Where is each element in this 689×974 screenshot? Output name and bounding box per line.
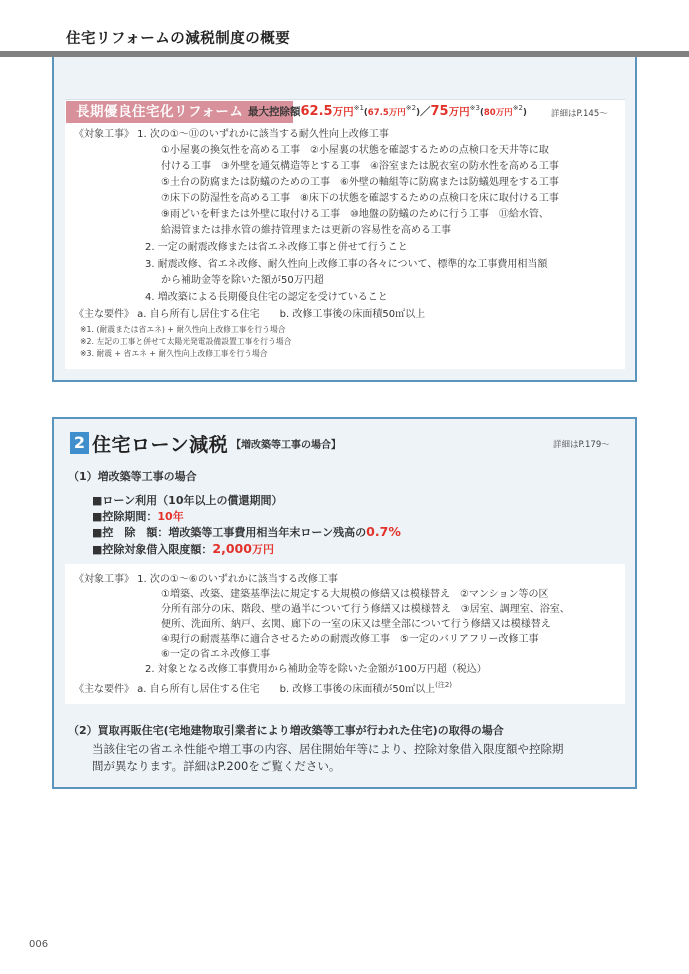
max-deduction-unit-1: 万円 <box>332 106 354 118</box>
housing-loan-subtitle: 【増改築等工事の場合】 <box>231 440 341 451</box>
panel1-line-3: 付ける工事 ③外壁を通気構造等とする工事 ④浴室または脱衣室の防水性を高める工事 <box>161 161 559 172</box>
loan-condition: ■ローン利用（10年以上の償還期間） <box>92 494 283 507</box>
panel1-line-1: 《対象工事》 1. 次の①～⑪のいずれかに該当する耐久性向上改修工事 <box>74 129 389 140</box>
panel1-line-5: ⑦床下の防湿性を高める工事 ⑧床下の状態を確認するための点検口を床に取付ける工事 <box>161 193 559 204</box>
panel1-line-9: 3. 耐震改修、省エネ改修、耐久性向上改修工事の各々について、標準的な工事費用相当額 <box>145 259 548 270</box>
panel2-requirements <box>74 679 452 696</box>
panel2-line-7: 2. 対象となる改修工事費用から補助金等を除いた金額が100万円超（税込） <box>145 664 487 675</box>
max-deduction-unit-3: 万円 <box>448 106 470 118</box>
requirements-text: 《主な要件》 a. 自ら所有し居住する住宅 b. 改修工事後の床面積が50㎡以上 <box>74 684 436 695</box>
deduction-amount-label: ■控 除 額：増改築等工事費用相当年末ローン残高の <box>92 526 367 539</box>
panel1-line-10: から補助金等を除いた額が50万円超 <box>161 275 324 286</box>
housing-loan-title: 住宅ローン減税 <box>92 434 229 456</box>
long-life-reform-panel <box>52 57 637 382</box>
slash: ／ <box>420 106 431 118</box>
panel2-line-1: 《対象工事》 1. 次の①～⑥のいずれかに該当する改修工事 <box>74 574 338 585</box>
max-deduction-unit-2: 万円 <box>388 108 406 118</box>
panel2-line-4: 便所、洗面所、納戸、玄関、廊下の一室の床又は壁全部について行う修繕又は模様替え <box>161 619 551 630</box>
max-deduction-unit-4: 万円 <box>495 108 513 118</box>
loan-limit-label: ■控除対象借入限度額： <box>92 543 213 556</box>
panel1-line-4: ⑤土台の防腐または防蟻のための工事 ⑥外壁の軸組等に防腐または防蟻処理をする工事 <box>161 177 559 188</box>
panel1-line-12: 《主な要件》 a. 自ら所有し居住する住宅 b. 改修工事後の床面積50㎡以上 <box>74 309 426 320</box>
panel1-note-2: ※2. 左記の工事と併せて太陽光発電設備設置工事を行う場合 <box>80 337 292 346</box>
panel2-detail-link[interactable]: 詳細はP.179～ <box>553 440 610 450</box>
panel1-line-11: 4. 増改築による長期優良住宅の認定を受けていること <box>145 292 388 303</box>
housing-loan-panel <box>52 417 637 789</box>
max-deduction: 最大控除額62.5万円$^{※1}$(67.5万円$^{※2}$)／75万円$^{※3}$(80万円$^{※2}$) <box>248 104 527 119</box>
panel1-line-6: ⑨雨どいを軒または外壁に取付ける工事 ⑩地盤の防蟻のために行う工事 ⑪給水管、 <box>161 209 549 220</box>
panel1-detail-link[interactable]: 詳細はP.145～ <box>551 109 608 119</box>
panel1-note-3: ※3. 耐震 + 省エネ + 耐久性向上改修工事を行う場合 <box>80 349 268 358</box>
deduction-amount <box>92 524 401 540</box>
max-deduction-value-1: 62.5 <box>300 104 333 119</box>
paren-close: ) <box>416 108 421 118</box>
section-1-heading: （1）増改築等工事の場合 <box>68 470 197 483</box>
page-title: 住宅リフォームの減税制度の概要 <box>66 31 291 47</box>
panel2-line-2: ①増築、改築、建築基準法に規定する大規模の修繕又は模様替え ②マンション等の区 <box>161 589 549 600</box>
requirements-note-ref: (注2) <box>435 681 453 689</box>
max-deduction-value-2: 67.5 <box>367 108 389 118</box>
deduction-period-label: ■控除期間： <box>92 510 158 523</box>
panel2-line-5: ④現行の耐震基準に適合させるための耐震改修工事 ⑤一定のバリアフリー改修工事 <box>161 634 539 645</box>
section-number-badge: 2 <box>70 432 89 454</box>
section-2-para-2: 間が異なります。詳細はP.200をご覧ください。 <box>92 759 341 773</box>
deduction-period-value: 10年 <box>157 510 184 523</box>
panel1-line-8: 2. 一定の耐震改修または省エネ改修工事と併せて行うこと <box>145 242 408 253</box>
note-ref-2: ※2 <box>405 104 417 112</box>
max-deduction-label: 最大控除額 <box>248 106 301 118</box>
loan-limit <box>92 541 274 557</box>
page-header <box>0 0 689 52</box>
paren-open: ( <box>363 108 368 118</box>
note-ref-3: ※3 <box>469 104 480 112</box>
long-life-reform-badge: 長期優良住宅化リフォーム <box>66 101 293 123</box>
panel2-line-6: ⑥一定の省エネ改修工事 <box>161 649 270 660</box>
section-2-heading: （2）買取再販住宅(宅地建物取引業者により増改築等工事が行われた住宅)の取得の場合 <box>68 724 504 737</box>
panel1-note-1: ※1. (耐震または省エネ) + 耐久性向上改修工事を行う場合 <box>80 325 286 334</box>
deduction-period <box>92 508 184 524</box>
note-ref-1: ※1 <box>353 104 364 112</box>
max-deduction-value-3: 75 <box>430 104 449 119</box>
panel2-line-3: 分所有部分の床、階段、壁の過半について行う修繕又は模様替え ③居室、調理室、浴室、 <box>161 604 570 615</box>
loan-limit-value: 2,000 <box>212 541 252 556</box>
panel1-line-2: ①小屋裏の換気性を高める工事 ②小屋裏の状態を確認するための点検口を天井等に取 <box>161 145 549 156</box>
page-number: 006 <box>29 939 49 950</box>
deduction-amount-value: 0.7% <box>366 524 401 539</box>
max-deduction-value-4: 80 <box>483 108 496 118</box>
loan-limit-unit: 万円 <box>251 543 274 556</box>
note-ref-4: ※2 <box>512 104 524 112</box>
section-2-para-1: 当該住宅の省エネ性能や増工事の内容、居住開始年等により、控除対象借入限度額や控除期 <box>92 742 564 756</box>
panel1-line-7: 給湯管または排水管の維持管理または更新の容易性を高める工事 <box>161 225 451 236</box>
